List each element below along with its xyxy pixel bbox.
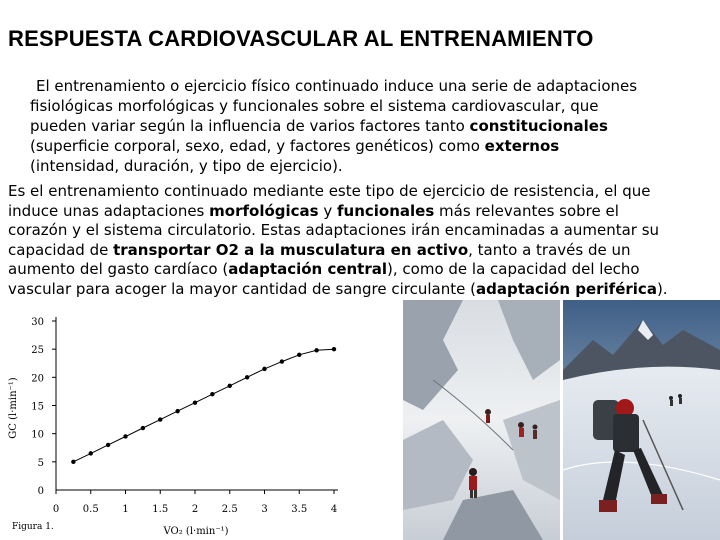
intro-line-3: pueden variar según la influencia de varios factores tanto	[30, 117, 470, 135]
chart-ticks	[31, 317, 337, 515]
x-tick-label: 3.5	[291, 504, 308, 515]
data-point	[89, 451, 93, 455]
body-line-4: capacidad de	[8, 240, 114, 259]
data-point	[262, 367, 266, 371]
x-tick-label: 3	[261, 504, 268, 515]
body-line-2-mid: y	[318, 201, 338, 220]
climbers-glacier-photo	[403, 300, 560, 540]
y-tick-label: 30	[31, 317, 44, 328]
x-tick-label: 1	[122, 504, 129, 515]
x-tick-label: 0.5	[82, 504, 99, 515]
body-line-5: aumento del gasto cardíaco (	[8, 260, 229, 278]
x-axis-label: VO₂ (l·min⁻¹)	[163, 526, 229, 537]
intro-line-2: fisiológicas morfológicas y funcionales sobre el sistema cardiovascular, que	[30, 97, 599, 115]
body-line-2-end: más relevantes sobre el	[434, 201, 619, 220]
cardiac-output-chart	[0, 300, 400, 540]
data-point	[280, 359, 284, 363]
data-point	[245, 375, 249, 379]
slide-title: RESPUESTA CARDIOVASCULAR AL ENTRENAMIENTO	[8, 26, 594, 51]
data-point	[141, 426, 145, 430]
y-tick-label: 25	[31, 345, 44, 357]
body-emphasis-periferica: adaptación periférica	[475, 279, 657, 298]
chart-points	[71, 347, 336, 464]
data-point	[210, 392, 214, 396]
data-point	[297, 353, 301, 357]
y-tick-label: 10	[31, 429, 44, 441]
intro-emphasis-constitucionales: constitucionales	[469, 117, 608, 135]
y-axis-label: GC (l·min⁻¹)	[8, 377, 19, 439]
x-tick-label: 2	[191, 504, 199, 515]
data-point	[193, 400, 197, 404]
intro-paragraph	[30, 76, 710, 176]
body-line-5-end: ), como de la capacidad del lecho	[387, 260, 640, 278]
intro-line-4: (superficie corporal, sexo, edad, y factores genéticos) como	[30, 137, 485, 155]
data-point	[228, 384, 232, 388]
x-tick-label: 2.5	[221, 504, 238, 515]
body-line-3: corazón y el sistema circulatorio. Estas adaptaciones irán encaminadas a aumentar su	[8, 221, 660, 239]
body-line-6-end: ).	[656, 279, 668, 298]
y-tick-label: 15	[31, 401, 44, 413]
data-point	[158, 417, 162, 421]
body-line-2: induce unas adaptaciones	[8, 201, 210, 220]
data-point	[314, 348, 318, 352]
y-tick-label: 5	[37, 457, 44, 469]
body-emphasis-central: adaptación central	[228, 260, 388, 278]
y-tick-label: 0	[37, 486, 44, 497]
figure-caption: Figura 1.	[12, 522, 54, 532]
data-point	[123, 434, 127, 438]
intro-line-5: (intensidad, duración, y tipo de ejercicio).	[30, 157, 343, 175]
intro-line-1: El entrenamiento o ejercicio físico continuado induce una serie de adaptaciones	[36, 77, 638, 95]
x-tick-label: 0	[52, 504, 60, 515]
body-line-1: Es el entrenamiento continuado mediante este tipo de ejercicio de resistencia, el que	[8, 182, 651, 200]
data-point	[332, 347, 336, 351]
body-line-6: vascular para acoger la mayor cantidad de sangre circulante (	[8, 279, 476, 298]
mountaineer-snow-photo	[563, 300, 720, 540]
x-tick-label: 4	[330, 504, 338, 515]
body-paragraph	[8, 182, 714, 299]
data-point	[106, 443, 110, 447]
data-line	[73, 349, 334, 462]
body-emphasis-transportar: transportar O2 a la musculatura en activo	[113, 240, 469, 259]
data-point	[175, 409, 179, 413]
y-tick-label: 20	[31, 373, 44, 385]
intro-emphasis-externos: externos	[484, 137, 560, 155]
body-emphasis-funcionales: funcionales	[337, 201, 435, 220]
body-emphasis-morfologicas: morfológicas	[209, 201, 319, 220]
body-line-4-end: , tanto a través de un	[468, 240, 631, 259]
x-tick-label: 1.5	[152, 504, 169, 515]
data-point	[71, 460, 75, 464]
